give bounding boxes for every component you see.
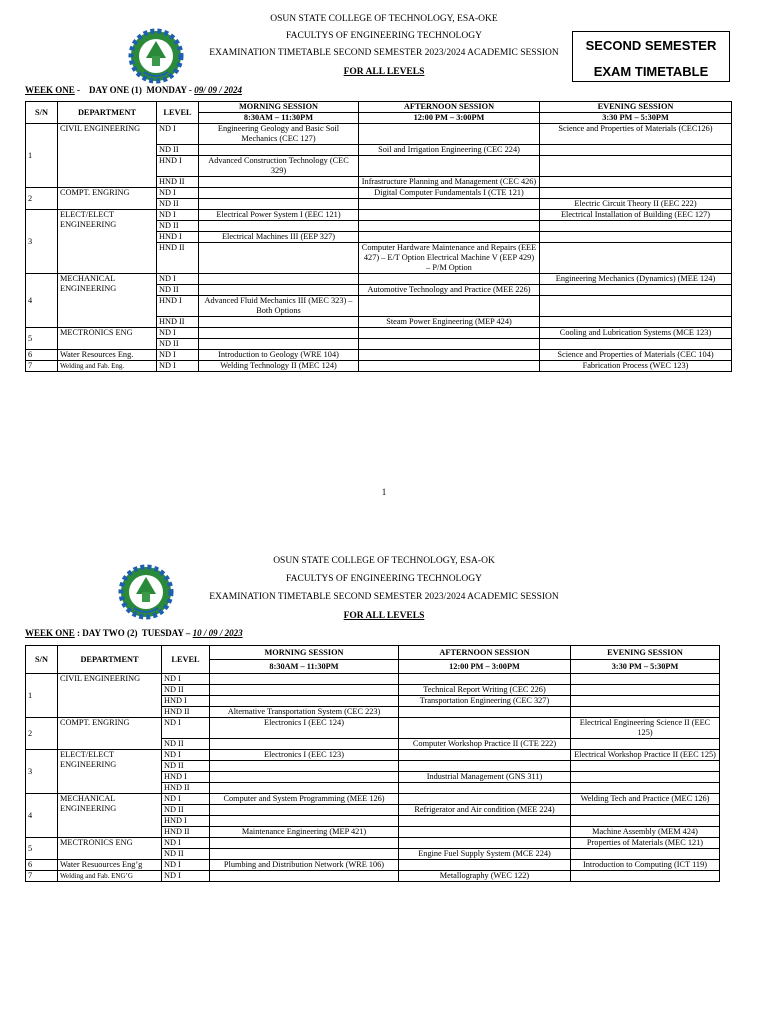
morning-course-cell: Computer and System Programming (MEE 126) xyxy=(210,794,399,805)
exam-date: 10 / 09 / 2023 xyxy=(192,628,243,638)
afternoon-course-cell xyxy=(359,350,540,361)
morning-course-cell: Plumbing and Distribution Network (WRE 106) xyxy=(210,860,399,871)
morning-course-cell xyxy=(210,685,399,696)
morning-course-cell xyxy=(199,285,359,296)
week-label: WEEK ONE xyxy=(25,85,75,95)
morning-course-cell xyxy=(199,221,359,232)
morning-course-cell xyxy=(210,696,399,707)
department-cell: Welding and Fab. ENG’G xyxy=(58,871,162,882)
afternoon-course-cell: Technical Report Writing (CEC 226) xyxy=(399,685,571,696)
department-cell: COMPT. ENGRING xyxy=(58,718,162,750)
afternoon-course-cell xyxy=(399,816,571,827)
level-cell: ND II xyxy=(162,739,210,750)
exam-title: EXAMINATION TIMETABLE SECOND SEMESTER 2023/2024 ACADEMIC SESSION xyxy=(209,48,559,58)
level-cell: ND I xyxy=(162,794,210,805)
morning-course-cell xyxy=(210,816,399,827)
levels-heading: FOR ALL LEVELS xyxy=(343,611,425,621)
evening-course-cell xyxy=(571,805,720,816)
evening-course-cell xyxy=(571,816,720,827)
morning-course-cell: Welding Technology II (MEC 124) xyxy=(199,361,359,372)
morning-course-cell xyxy=(210,783,399,794)
table-row xyxy=(26,328,732,339)
level-cell: ND II xyxy=(157,339,199,350)
department-cell: Water Resources Eng. xyxy=(58,350,157,361)
serial-number-cell: 7 xyxy=(26,361,58,372)
afternoon-course-cell xyxy=(359,199,540,210)
level-cell: HND I xyxy=(157,296,199,317)
morning-course-cell xyxy=(199,339,359,350)
evening-course-cell xyxy=(571,707,720,718)
level-cell: HND II xyxy=(162,783,210,794)
level-cell: ND II xyxy=(162,849,210,860)
evening-course-cell: Science and Properties of Materials (CEC126) xyxy=(540,124,732,145)
col-header-level: LEVEL xyxy=(157,102,199,124)
evening-course-cell xyxy=(540,317,732,328)
col-header-morning-time: 8:30AM – 11:30PM xyxy=(210,660,399,674)
day-label: DAY TWO (2) TUESDAY – xyxy=(80,628,193,638)
exam-title: EXAMINATION TIMETABLE SECOND SEMESTER 2023/2024 ACADEMIC SESSION xyxy=(209,592,559,602)
stamp-line-1: SECOND SEMESTER xyxy=(585,38,717,53)
evening-course-cell xyxy=(540,145,732,156)
week-separator: : xyxy=(74,628,81,638)
timetable-body xyxy=(26,124,732,372)
afternoon-course-cell xyxy=(399,783,571,794)
morning-course-cell xyxy=(210,772,399,783)
week-day-line xyxy=(25,85,242,95)
timetable-body xyxy=(26,674,720,882)
evening-course-cell: Electric Circuit Theory II (EEC 222) xyxy=(540,199,732,210)
level-cell: ND II xyxy=(157,221,199,232)
afternoon-course-cell xyxy=(399,761,571,772)
evening-course-cell: Welding Tech and Practice (MEC 126) xyxy=(571,794,720,805)
col-header-evening: EVENING SESSION xyxy=(571,646,720,660)
morning-course-cell: Electronics I (EEC 123) xyxy=(210,750,399,761)
second-semester-stamp xyxy=(572,31,730,82)
level-cell: ND I xyxy=(157,328,199,339)
afternoon-course-cell: Steam Power Engineering (MEP 424) xyxy=(359,317,540,328)
level-cell: ND II xyxy=(162,685,210,696)
level-cell: ND I xyxy=(157,124,199,145)
afternoon-course-cell xyxy=(359,156,540,177)
level-cell: ND I xyxy=(157,350,199,361)
evening-course-cell xyxy=(571,739,720,750)
morning-course-cell xyxy=(199,199,359,210)
table-row xyxy=(26,674,720,685)
morning-course-cell xyxy=(199,188,359,199)
faculty-name: FACULTYS OF ENGINEERING TECHNOLOGY xyxy=(286,574,482,584)
morning-course-cell xyxy=(210,674,399,685)
department-cell: ELECT/ELECT ENGINEERING xyxy=(58,210,157,274)
level-cell: ND I xyxy=(162,871,210,882)
evening-course-cell: Cooling and Lubrication Systems (MCE 123) xyxy=(540,328,732,339)
level-cell: HND II xyxy=(157,177,199,188)
morning-course-cell: Maintenance Engineering (MEP 421) xyxy=(210,827,399,838)
afternoon-course-cell xyxy=(359,361,540,372)
evening-course-cell: Introduction to Computing (ICT 119) xyxy=(571,860,720,871)
department-cell: Welding and Fab. Eng. xyxy=(58,361,157,372)
afternoon-course-cell xyxy=(359,232,540,243)
evening-course-cell: Electrical Workshop Practice II (EEC 125) xyxy=(571,750,720,761)
morning-course-cell: Alternative Transportation System (CEC 223) xyxy=(210,707,399,718)
level-cell: ND I xyxy=(162,750,210,761)
afternoon-course-cell: Refrigerator and Air condition (MEE 224) xyxy=(399,805,571,816)
morning-course-cell xyxy=(210,838,399,849)
levels-heading: FOR ALL LEVELS xyxy=(343,67,425,77)
day-label: DAY ONE (1) MONDAY - xyxy=(80,85,195,95)
col-header-afternoon: AFTERNOON SESSION xyxy=(359,102,540,113)
level-cell: ND I xyxy=(157,188,199,199)
col-header-department: DEPARTMENT xyxy=(58,102,157,124)
serial-number-cell: 4 xyxy=(26,794,58,838)
week-separator: - xyxy=(74,85,81,95)
morning-course-cell: Advanced Fluid Mechanics III (MEC 323) – Both Options xyxy=(199,296,359,317)
afternoon-course-cell xyxy=(399,707,571,718)
table-row xyxy=(26,838,720,849)
morning-course-cell: Electronics I (EEC 124) xyxy=(210,718,399,739)
serial-number-cell: 6 xyxy=(26,350,58,361)
level-cell: HND II xyxy=(162,707,210,718)
evening-course-cell xyxy=(571,849,720,860)
morning-course-cell xyxy=(199,145,359,156)
morning-course-cell xyxy=(210,849,399,860)
morning-course-cell: Electrical Machines III (EEP 327) xyxy=(199,232,359,243)
evening-course-cell xyxy=(571,772,720,783)
afternoon-course-cell: Metallography (WEC 122) xyxy=(399,871,571,882)
level-cell: ND I xyxy=(157,361,199,372)
col-header-afternoon: AFTERNOON SESSION xyxy=(399,646,571,660)
level-cell: ND II xyxy=(157,199,199,210)
table-row xyxy=(26,210,732,221)
level-cell: HND I xyxy=(162,816,210,827)
level-cell: ND II xyxy=(157,145,199,156)
level-cell: HND II xyxy=(162,827,210,838)
department-cell: MECTRONICS ENG xyxy=(58,838,162,860)
evening-course-cell: Electrical Engineering Science II (EEC 125) xyxy=(571,718,720,739)
morning-course-cell xyxy=(210,805,399,816)
table-row xyxy=(26,718,720,739)
afternoon-course-cell: Soil and Irrigation Engineering (CEC 224) xyxy=(359,145,540,156)
evening-course-cell: Properties of Materials (MEC 121) xyxy=(571,838,720,849)
page-2 xyxy=(0,545,768,1024)
timetable-day-two xyxy=(25,645,720,882)
morning-course-cell xyxy=(210,761,399,772)
serial-number-cell: 1 xyxy=(26,674,58,718)
evening-course-cell: Engineering Mechanics (Dynamics) (MEE 124) xyxy=(540,274,732,285)
serial-number-cell: 2 xyxy=(26,188,58,210)
col-header-sn: S/N xyxy=(26,102,58,124)
stamp-line-2: EXAM TIMETABLE xyxy=(593,64,709,79)
col-header-evening-time: 3:30 PM – 5:30PM xyxy=(571,660,720,674)
level-cell: ND II xyxy=(157,285,199,296)
afternoon-course-cell xyxy=(359,328,540,339)
level-cell: ND II xyxy=(162,761,210,772)
department-cell: MECHANICAL ENGINEERING xyxy=(58,274,157,328)
col-header-morning: MORNING SESSION xyxy=(199,102,359,113)
evening-course-cell xyxy=(540,156,732,177)
serial-number-cell: 3 xyxy=(26,750,58,794)
evening-course-cell xyxy=(571,685,720,696)
level-cell: HND I xyxy=(157,232,199,243)
level-cell: ND I xyxy=(157,210,199,221)
afternoon-course-cell xyxy=(399,838,571,849)
afternoon-course-cell: Digital Computer Fundamentals I (CTE 121) xyxy=(359,188,540,199)
afternoon-course-cell xyxy=(359,296,540,317)
level-cell: ND I xyxy=(162,838,210,849)
table-row xyxy=(26,350,732,361)
col-header-morning: MORNING SESSION xyxy=(210,646,399,660)
table-row xyxy=(26,124,732,145)
evening-course-cell: Science and Properties of Materials (CEC 104) xyxy=(540,350,732,361)
afternoon-course-cell xyxy=(359,221,540,232)
evening-course-cell xyxy=(540,232,732,243)
table-row xyxy=(26,871,720,882)
table-row xyxy=(26,794,720,805)
morning-course-cell: Electrical Power System I (EEC 121) xyxy=(199,210,359,221)
level-cell: ND I xyxy=(157,274,199,285)
exam-date: 09/ 09 / 2024 xyxy=(194,85,242,95)
evening-course-cell xyxy=(571,783,720,794)
evening-course-cell xyxy=(571,674,720,685)
afternoon-course-cell xyxy=(399,827,571,838)
serial-number-cell: 5 xyxy=(26,328,58,350)
serial-number-cell: 2 xyxy=(26,718,58,750)
level-cell: HND I xyxy=(162,696,210,707)
serial-number-cell: 5 xyxy=(26,838,58,860)
afternoon-course-cell: Industrial Management (GNS 311) xyxy=(399,772,571,783)
evening-course-cell xyxy=(540,296,732,317)
col-header-evening: EVENING SESSION xyxy=(540,102,732,113)
morning-course-cell xyxy=(199,243,359,274)
department-cell: COMPT. ENGRING xyxy=(58,188,157,210)
afternoon-course-cell: Automotive Technology and Practice (MEE 226) xyxy=(359,285,540,296)
table-row xyxy=(26,860,720,871)
serial-number-cell: 6 xyxy=(26,860,58,871)
level-cell: HND I xyxy=(162,772,210,783)
level-cell: ND I xyxy=(162,860,210,871)
morning-course-cell xyxy=(210,871,399,882)
table-row xyxy=(26,361,732,372)
serial-number-cell: 7 xyxy=(26,871,58,882)
department-cell: ELECT/ELECT ENGINEERING xyxy=(58,750,162,794)
afternoon-course-cell: Infrastructure Planning and Management (CEC 426) xyxy=(359,177,540,188)
faculty-name: FACULTYS OF ENGINEERING TECHNOLOGY xyxy=(286,31,482,41)
afternoon-course-cell xyxy=(399,794,571,805)
serial-number-cell: 4 xyxy=(26,274,58,328)
evening-course-cell xyxy=(540,188,732,199)
morning-course-cell xyxy=(199,177,359,188)
evening-course-cell xyxy=(540,339,732,350)
afternoon-course-cell xyxy=(399,674,571,685)
evening-course-cell: Electrical Installation of Building (EEC 127) xyxy=(540,210,732,221)
week-day-line xyxy=(25,628,243,638)
afternoon-course-cell xyxy=(359,339,540,350)
col-header-morning-time: 8:30AM – 11:30PM xyxy=(199,113,359,124)
morning-course-cell xyxy=(199,317,359,328)
level-cell: ND I xyxy=(162,674,210,685)
department-cell: Water Resuources Eng’g xyxy=(58,860,162,871)
afternoon-course-cell xyxy=(359,210,540,221)
department-cell: MECHANICAL ENGINEERING xyxy=(58,794,162,838)
afternoon-course-cell xyxy=(399,718,571,739)
afternoon-course-cell: Transportation Engineering (CEC 327) xyxy=(399,696,571,707)
week-label: WEEK ONE xyxy=(25,628,75,638)
table-row xyxy=(26,274,732,285)
department-cell: MECTRONICS ENG xyxy=(58,328,157,350)
evening-course-cell xyxy=(571,761,720,772)
department-cell: CIVIL ENGINEERING xyxy=(58,124,157,188)
department-cell: CIVIL ENGINEERING xyxy=(58,674,162,718)
evening-course-cell xyxy=(540,243,732,274)
col-header-afternoon-time: 12:00 PM – 3:00PM xyxy=(399,660,571,674)
morning-course-cell xyxy=(199,274,359,285)
evening-course-cell xyxy=(540,177,732,188)
serial-number-cell: 3 xyxy=(26,210,58,274)
table-row xyxy=(26,188,732,199)
level-cell: HND I xyxy=(157,156,199,177)
col-header-department: DEPARTMENT xyxy=(58,646,162,674)
evening-course-cell xyxy=(540,285,732,296)
afternoon-course-cell xyxy=(399,860,571,871)
morning-course-cell xyxy=(199,328,359,339)
page-number: 1 xyxy=(381,487,387,497)
level-cell: ND II xyxy=(162,805,210,816)
afternoon-course-cell xyxy=(359,274,540,285)
timetable-day-one xyxy=(25,101,732,372)
evening-course-cell xyxy=(571,871,720,882)
level-cell: HND II xyxy=(157,317,199,328)
evening-course-cell: Fabrication Process (WEC 123) xyxy=(540,361,732,372)
morning-course-cell xyxy=(210,739,399,750)
college-name: OSUN STATE COLLEGE OF TECHNOLOGY, ESA-OKE xyxy=(270,14,498,24)
level-cell: ND I xyxy=(162,718,210,739)
table-row xyxy=(26,750,720,761)
college-name: OSUN STATE COLLEGE OF TECHNOLOGY, ESA-OK xyxy=(273,556,495,566)
evening-course-cell: Machine Assembly (MEM 424) xyxy=(571,827,720,838)
evening-course-cell xyxy=(540,221,732,232)
morning-course-cell: Advanced Construction Technology (CEC 329) xyxy=(199,156,359,177)
evening-course-cell xyxy=(571,696,720,707)
morning-course-cell: Engineering Geology and Basic Soil Mechanics (CEC 127) xyxy=(199,124,359,145)
afternoon-course-cell: Engine Fuel Supply System (MCE 224) xyxy=(399,849,571,860)
col-header-level: LEVEL xyxy=(162,646,210,674)
level-cell: HND II xyxy=(157,243,199,274)
afternoon-course-cell: Computer Workshop Practice II (CTE 222) xyxy=(399,739,571,750)
afternoon-course-cell xyxy=(399,750,571,761)
afternoon-course-cell xyxy=(359,124,540,145)
col-header-evening-time: 3:30 PM – 5:30PM xyxy=(540,113,732,124)
serial-number-cell: 1 xyxy=(26,124,58,188)
afternoon-course-cell: Computer Hardware Maintenance and Repairs (EEE 427) – E/T Option Electrical Machine V (EEP 429) – P/M Option xyxy=(359,243,540,274)
col-header-sn: S/N xyxy=(26,646,58,674)
col-header-afternoon-time: 12:00 PM – 3:00PM xyxy=(359,113,540,124)
morning-course-cell: Introduction to Geology (WRE 104) xyxy=(199,350,359,361)
